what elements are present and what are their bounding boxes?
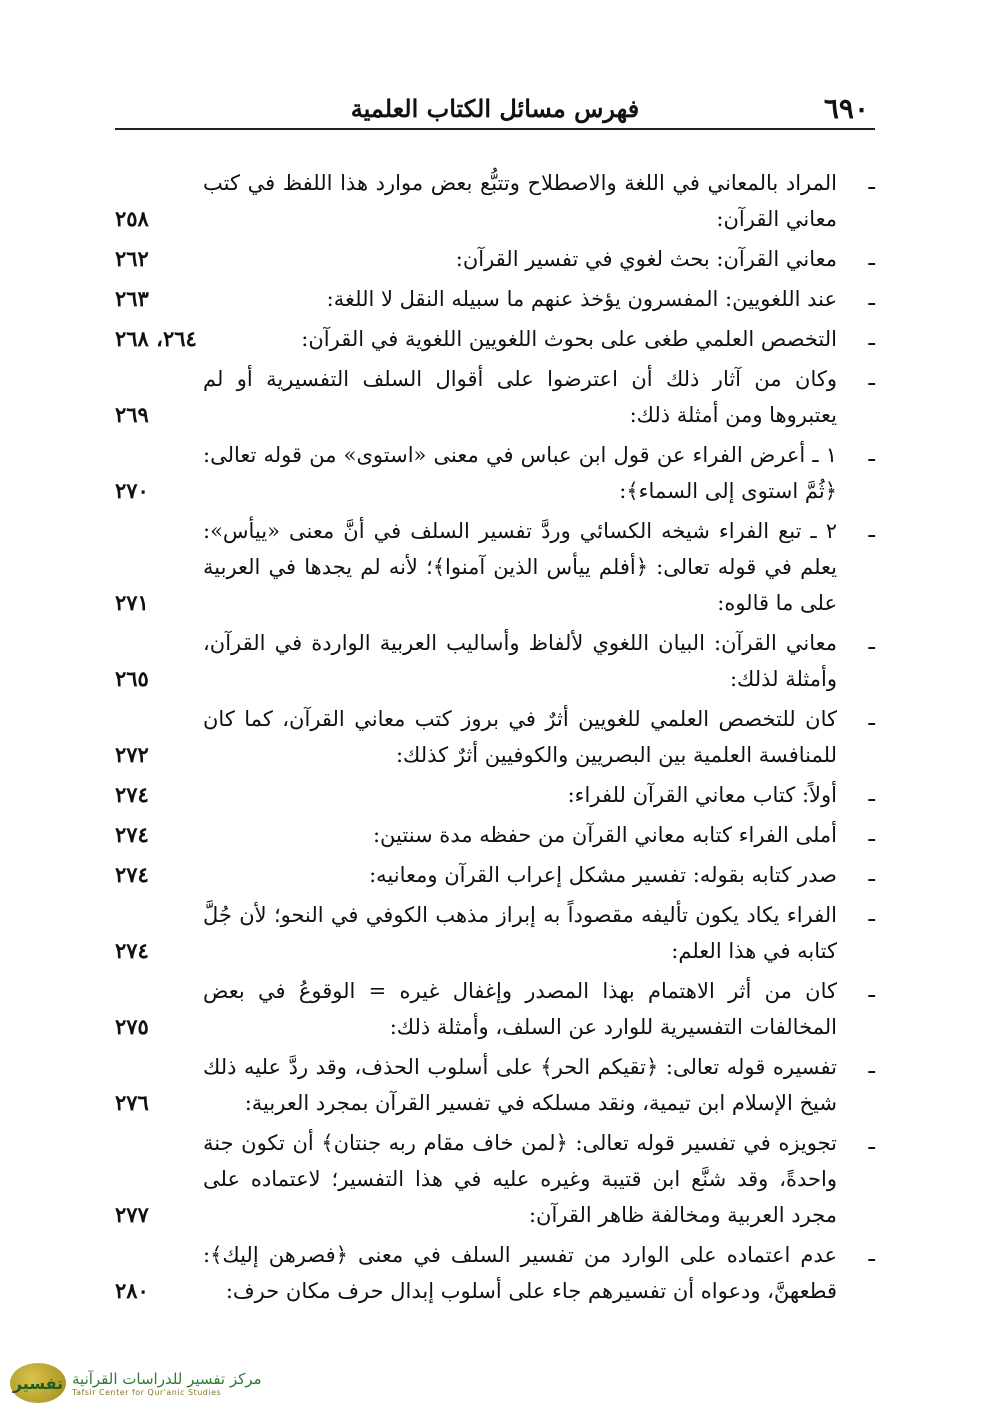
entry-page-ref: ٢٦٩ — [115, 402, 149, 427]
entry-page-ref: ٢٧٢ — [115, 742, 149, 767]
index-entry — [115, 513, 875, 621]
entry-page-ref: ٢٦٣ — [115, 286, 149, 311]
entry-text: ١ ـ أعرض الفراء عن قول ابن عباس في معنى «استوى» من قوله تعالى: ﴿ثُمَّ استوى إلى السماء﴾: — [203, 443, 837, 503]
entry-page-ref: ٢٧٤ — [115, 822, 149, 847]
entry-dash: ـ — [868, 782, 875, 807]
entry-page-ref: ٢٧١ — [115, 590, 149, 615]
entry-page-ref: ٢٦٥ — [115, 666, 149, 691]
entry-dash: ـ — [868, 442, 875, 467]
entry-text: معاني القرآن: البيان اللغوي لألفاظ وأساليب العربية الواردة في القرآن، وأمثلة لذلك: — [203, 631, 837, 691]
entry-text: تفسيره قوله تعالى: ﴿تقيكم الحر﴾ على أسلوب الحذف، وقد ردَّ عليه ذلك شيخ الإسلام ابن تيمية، ونقد مسلكه في تفسير القرآن بمجرد العربية: — [203, 1055, 837, 1115]
entry-text: الفراء يكاد يكون تأليفه مقصوداً به إبراز مذهب الكوفي في النحو؛ لأن جُلَّ كتابه في هذا العلم: — [203, 903, 837, 963]
entry-dash: ـ — [868, 862, 875, 887]
entry-page-ref: ٢٧٤ — [115, 862, 149, 887]
entry-text: كان من أثر الاهتمام بهذا المصدر وإغفال غيره = الوقوعُ في بعض المخالفات التفسيرية للوارد عن السلف، وأمثلة ذلك: — [203, 979, 837, 1039]
entry-text: أولاً: كتاب معاني القرآن للفراء: — [567, 783, 837, 807]
entry-dash: ـ — [868, 1130, 875, 1155]
logo-mark: تفسير — [10, 1363, 66, 1403]
entry-dash: ـ — [868, 1054, 875, 1079]
entry-text: ٢ ـ تبع الفراء شيخه الكسائي وردَّ تفسير السلف في أنَّ معنى «ييأس»: يعلم في قوله تعالى: ﴿أفلم ييأس الذين آمنوا﴾؛ لأنه لم يجدها في العربية على ما قالوه: — [203, 519, 837, 615]
entry-text: عند اللغويين: المفسرون يؤخذ عنهم ما سبيله النقل لا اللغة: — [326, 287, 837, 311]
page-number: ٦٩٠ — [823, 92, 869, 125]
entry-dash: ـ — [868, 978, 875, 1003]
index-entry — [115, 701, 875, 773]
entry-dash: ـ — [868, 630, 875, 655]
index-entry — [115, 973, 875, 1045]
entry-dash: ـ — [868, 326, 875, 351]
entry-dash: ـ — [868, 706, 875, 731]
entry-dash: ـ — [868, 902, 875, 927]
entry-dash: ـ — [868, 1242, 875, 1267]
index-entry — [115, 437, 875, 509]
index-entry — [115, 777, 875, 813]
entry-text: أملى الفراء كتابه معاني القرآن من حفظه مدة سنتين: — [372, 823, 837, 847]
index-entry — [115, 1237, 875, 1309]
entry-text: تجويزه في تفسير قوله تعالى: ﴿لمن خاف مقام ربه جنتان﴾ أن تكون جنة واحدةً، وقد شنَّع ابن قتيبة وغيره عليه في هذا التفسير؛ لاعتماده على مجرد العربية ومخالفة ظاهر القرآن: — [203, 1131, 837, 1227]
entry-page-ref: ٢٧٦ — [115, 1090, 149, 1115]
page-title: فهرس مسائل الكتاب العلمية — [350, 94, 640, 123]
entry-text: المراد بالمعاني في اللغة والاصطلاح وتتبُّع بعض موارد هذا اللفظ في كتب معاني القرآن: — [203, 171, 837, 231]
entry-dash: ـ — [868, 518, 875, 543]
entry-text: عدم اعتماده على الوارد من تفسير السلف في معنى ﴿فصرهن إليك﴾: قطعهنَّ، ودعواه أن تفسيرهم جاء على أسلوب إبدال حرف مكان حرف: — [203, 1243, 837, 1303]
entry-text: وكان من آثار ذلك أن اعترضوا على أقوال السلف التفسيرية أو لم يعتبروها ومن أمثلة ذلك: — [203, 367, 837, 427]
index-entry — [115, 1125, 875, 1233]
entry-page-ref: ٢٧٧ — [115, 1202, 149, 1227]
entry-dash: ـ — [868, 822, 875, 847]
index-entry — [115, 321, 875, 357]
entry-page-ref: ٢٧٠ — [115, 478, 149, 503]
index-entry — [115, 897, 875, 969]
index-entry — [115, 361, 875, 433]
index-entry — [115, 625, 875, 697]
entry-page-ref: ٢٨٠ — [115, 1278, 149, 1303]
index-entry — [115, 241, 875, 277]
index-entry — [115, 857, 875, 893]
index-entries — [115, 165, 875, 1313]
entry-text: صدر كتابه بقوله: تفسير مشكل إعراب القرآن ومعانيه: — [369, 863, 837, 887]
entry-dash: ـ — [868, 246, 875, 271]
index-entry — [115, 1049, 875, 1121]
entry-page-ref: ٢٧٥ — [115, 1014, 149, 1039]
index-entry — [115, 281, 875, 317]
entry-page-ref: ٢٦٤، ٢٦٨ — [115, 326, 197, 351]
entry-page-ref: ٢٥٨ — [115, 206, 149, 231]
entry-page-ref: ٢٦٢ — [115, 246, 149, 271]
entry-page-ref: ٢٧٤ — [115, 938, 149, 963]
entry-dash: ـ — [868, 286, 875, 311]
index-entry — [115, 165, 875, 237]
entry-text: التخصص العلمي طغى على بحوث اللغويين اللغوية في القرآن: — [301, 327, 837, 351]
logo-text — [72, 1370, 262, 1397]
entry-text: كان للتخصص العلمي للغويين أثرٌ في بروز كتب معاني القرآن، كما كان للمنافسة العلمية بين البصريين والكوفيين أثرٌ كذلك: — [203, 707, 837, 767]
entry-page-ref: ٢٧٤ — [115, 782, 149, 807]
publisher-logo — [10, 1355, 272, 1411]
page-header — [115, 88, 875, 130]
entry-dash: ـ — [868, 170, 875, 195]
entry-dash: ـ — [868, 366, 875, 391]
entry-text: معاني القرآن: بحث لغوي في تفسير القرآن: — [455, 247, 837, 271]
logo-arabic-name: مركز تفسير للدراسات القرآنية — [72, 1369, 262, 1388]
logo-english-name: Tafsir Center for Qur'anic Studies — [72, 1387, 222, 1397]
index-entry — [115, 817, 875, 853]
